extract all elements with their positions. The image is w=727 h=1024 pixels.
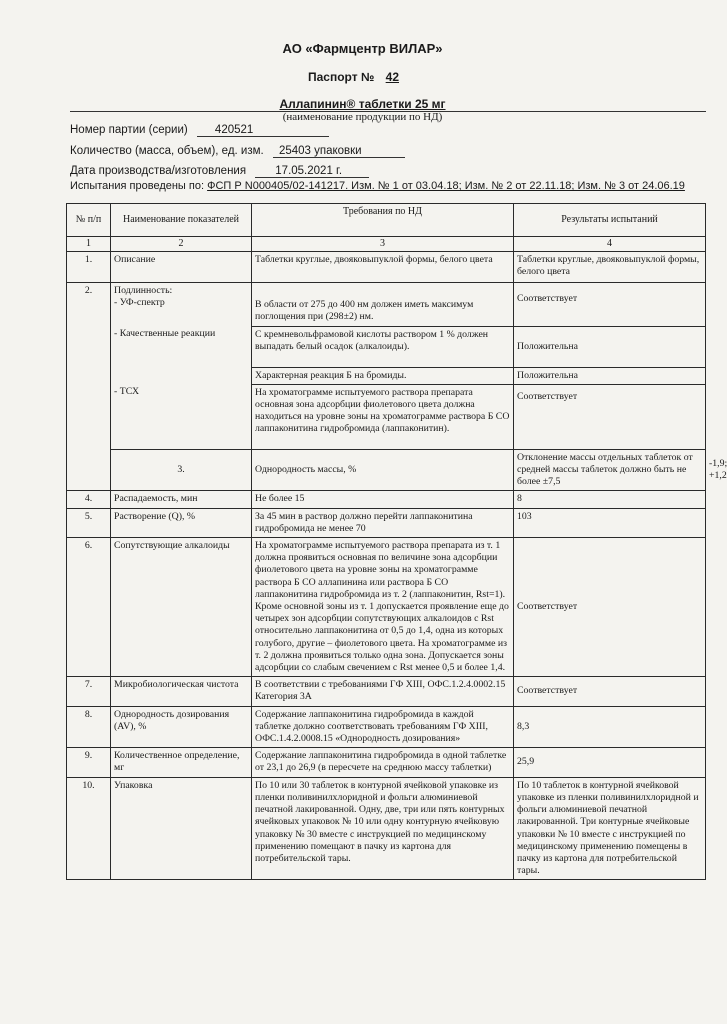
row-name xyxy=(111,283,252,326)
passport-number: 42 xyxy=(385,70,399,84)
row-number: 7. xyxy=(67,677,111,706)
product-caption: (наименование продукции по НД) xyxy=(282,111,443,123)
row-number: 3. xyxy=(111,449,252,491)
row-requirement: На хроматограмме испытуемого раствора препарата из т. 1 должна проявиться основная по величине зона адсорбции фиолетового цвета на уровне зоны на хроматограмме раствора Б СО аллапинина или раствора Б СО лаппаконитина гидробромида из т. 2 (лаппаконитин, Rst=1). Кроме основной зоны из т. 1 допускается проявление еще до четырех зон адсорбции сопутствующих алкалоидов с Rst относительно лаппаконитина от 0,5 до 1,4, одна из которых голубого, другие – фиолетового цвета. На хроматограмме из т. 2 должна проявиться только одна зона. Допускается зоны адсорбции со слабым свечением с Rst менее 0,5 и более 1,4. xyxy=(252,538,514,677)
row-number: 1. xyxy=(67,252,111,283)
table-row xyxy=(67,491,706,508)
index-3: 3 xyxy=(252,237,514,252)
row-result: Положительна xyxy=(514,367,706,384)
row-number: 10. xyxy=(67,777,111,880)
row-requirement: С кремневольфрамовой кислоты раствором 1 % должен выпадать белый осадок (алкалоиды). xyxy=(252,326,514,367)
row-name: Сопутствующие алкалоиды xyxy=(111,538,252,677)
row-name: - ТСХ xyxy=(111,384,252,449)
table-subrow xyxy=(67,384,706,449)
row-requirement: Характерная реакция Б на бромиды. xyxy=(252,367,514,384)
row-requirement: На хроматограмме испытуемого раствора препарата основная зона адсорбции фиолетового цвета должна находиться на уровне зоны на хроматограмме раствора Б СО лаппаконитина гидробромида (лаппаконитин). xyxy=(252,384,514,449)
row-requirement: В соответствии с требованиями ГФ XIII, ОФС.1.2.4.0002.15 Категория 3А xyxy=(252,677,514,706)
row-name: Упаковка xyxy=(111,777,252,880)
row-name: Однородность массы, % xyxy=(252,449,514,491)
passport-title xyxy=(0,70,725,84)
row-result: Соответствует xyxy=(514,384,706,449)
authenticity-title: Подлинность: xyxy=(114,285,173,297)
row-result: 8,3 xyxy=(514,706,706,748)
row-result: Положительна xyxy=(514,326,706,367)
row-result: 103 xyxy=(514,508,706,537)
row-requirement: Содержание лаппаконитина гидробромида в одной таблетке от 23,1 до 26,9 (в пересчете на среднюю массу таблетки) xyxy=(252,748,514,777)
table-row xyxy=(67,748,706,777)
tests-line xyxy=(70,180,685,192)
quantity-label: Количество (масса, объем), ед. изм. xyxy=(70,145,264,157)
row-number: 8. xyxy=(67,706,111,748)
row-name: Однородность дозирования (AV), % xyxy=(111,706,252,748)
uv-spectrum-label: - УФ-спектр xyxy=(114,297,165,309)
row-name: Микробиологическая чистота xyxy=(111,677,252,706)
table-row xyxy=(67,508,706,537)
row-result: 25,9 xyxy=(514,748,706,777)
header-no: № п/п xyxy=(67,204,111,237)
date-line xyxy=(70,165,369,178)
table-row xyxy=(67,777,706,880)
header-res: Результаты испытаний xyxy=(514,204,706,237)
tests-value: ФСП Р N000405/02-141217. Изм. № 1 от 03.04.18; Изм. № 2 от 22.11.18; Изм. № 3 от 24.06.19 xyxy=(207,180,685,192)
table-row xyxy=(67,252,706,283)
row-result: Таблетки круглые, двояковыпуклой формы, белого цвета xyxy=(514,252,706,283)
row-number: 5. xyxy=(67,508,111,537)
row-requirement: Отклонение массы отдельных таблеток от средней массы таблеток должно быть не более ±7,5 xyxy=(514,449,706,491)
table-row xyxy=(67,283,706,326)
index-4: 4 xyxy=(514,237,706,252)
row-requirement: Таблетки круглые, двояковыпуклой формы, белого цвета xyxy=(252,252,514,283)
row-requirement: Не более 15 xyxy=(252,491,514,508)
product-name: Аллапинин® таблетки 25 мг xyxy=(279,97,446,111)
header-name: Наименование показателей xyxy=(111,204,252,237)
table-row xyxy=(67,677,706,706)
row-requirement: В области от 275 до 400 нм должен иметь максимум поглощения при (298±2) нм. xyxy=(252,283,514,326)
row-name: - Качественные реакции xyxy=(111,326,252,384)
quantity-line xyxy=(70,145,405,158)
row-number: 9. xyxy=(67,748,111,777)
row-result: Соответствует xyxy=(514,283,706,326)
row-result: По 10 таблеток в контурной ячейковой упаковке из пленки поливинилхлоридной и фольги алюминиевой печатной лакированной. Три контурные ячейковые упаковки № 10 вместе с инструкцией по медицинскому применению помещены в пачку из картона для потребительской тары. xyxy=(514,777,706,880)
date-label: Дата производства/изготовления xyxy=(70,165,247,177)
passport-label: Паспорт № xyxy=(307,70,375,84)
batch-label: Номер партии (серии) xyxy=(70,124,188,136)
row-name: Описание xyxy=(111,252,252,283)
row-name: Распадаемость, мин xyxy=(111,491,252,508)
row-requirement: За 45 мин в раствор должно перейти лаппаконитина гидробромида не менее 70 xyxy=(252,508,514,537)
date-value: 17.05.2021 г. xyxy=(255,165,369,178)
row-requirement: По 10 или 30 таблеток в контурной ячейковой упаковке из пленки поливинилхлоридной и фольги алюминиевой печатной лакированной. Одну, две, три или пять контурных ячейковых упаковок № 10 или одну контурную ячейковую упаковку № 30 вместе с инструкцией по медицинскому применению помещают в пачку из картона для потребительской тары. xyxy=(252,777,514,880)
row-requirement: Содержание лаппаконитина гидробромида в каждой таблетке должно соответствовать требованиям ГФ XIII, ОФС.1.4.2.0008.15 «Однородность дозирования» xyxy=(252,706,514,748)
row-number: 6. xyxy=(67,538,111,677)
table-row: 3. Однородность массы, % Отклонение массы отдельных таблеток от средней массы таблеток должно быть не более ±7,5 -1,9; +1,2 xyxy=(67,449,706,491)
table-index-row xyxy=(67,237,706,252)
company-name: АО «Фармцентр ВИЛАР» xyxy=(282,41,443,56)
row-result: Соответствует xyxy=(514,677,706,706)
row-result: 8 xyxy=(514,491,706,508)
batch-line xyxy=(70,124,329,137)
index-2: 2 xyxy=(111,237,252,252)
specification-table xyxy=(66,203,727,880)
row-result: Соответствует xyxy=(514,538,706,677)
tests-label: Испытания проведены по: xyxy=(70,180,205,192)
table-header-row xyxy=(67,204,706,237)
table-row xyxy=(67,538,706,677)
quantity-value: 25403 упаковки xyxy=(273,145,405,158)
header-req: Требования по НД xyxy=(252,204,514,237)
row-name: Количественное определение, мг xyxy=(111,748,252,777)
row-number: 2. xyxy=(67,283,111,491)
row-name: Растворение (Q), % xyxy=(111,508,252,537)
table-row xyxy=(67,706,706,748)
batch-value: 420521 xyxy=(197,124,329,137)
row-number: 4. xyxy=(67,491,111,508)
index-1: 1 xyxy=(67,237,111,252)
table-subrow xyxy=(67,326,706,367)
